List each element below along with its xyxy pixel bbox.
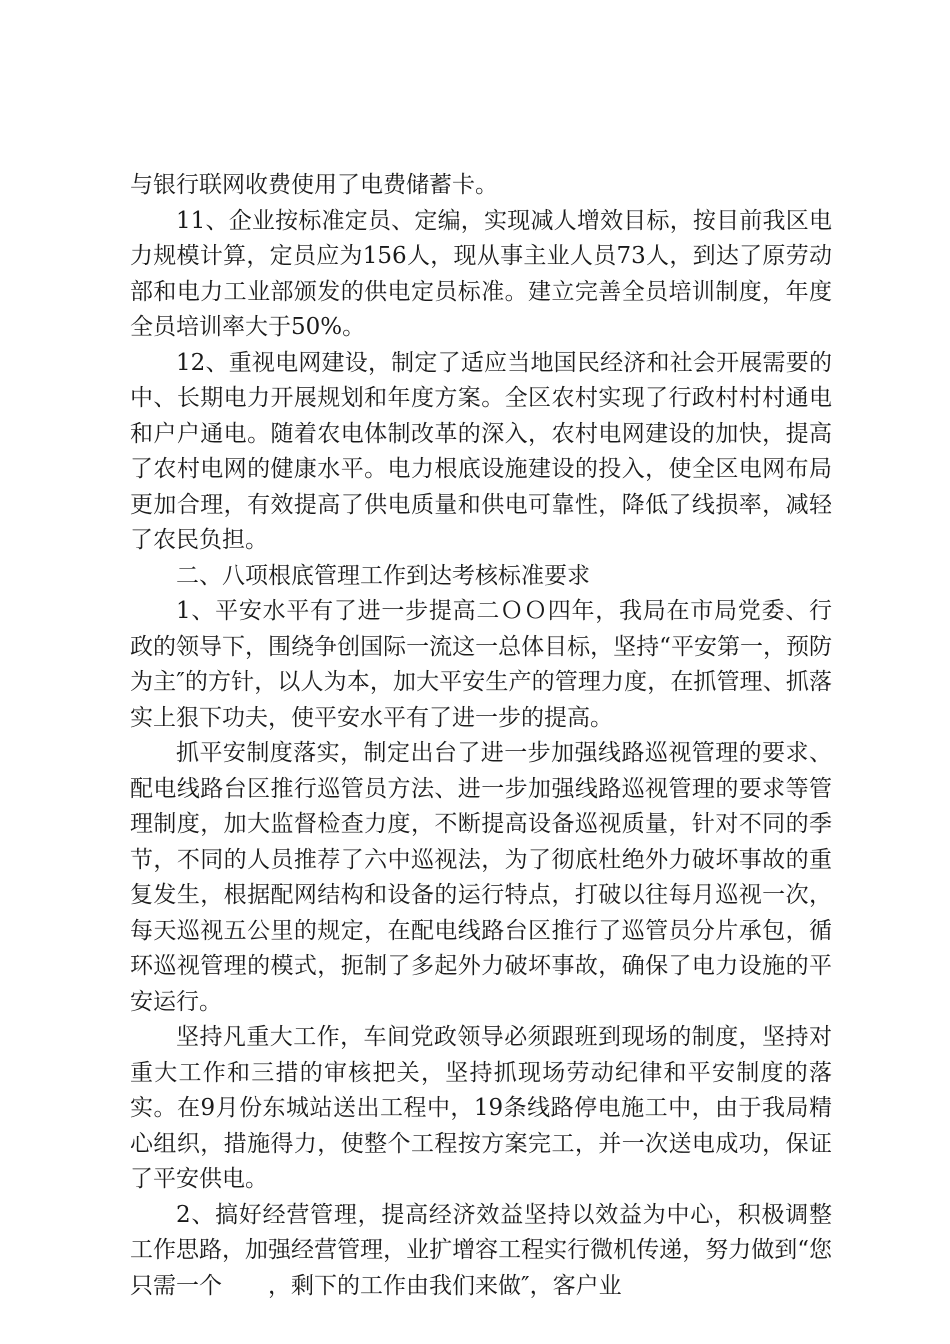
paragraph-safety-level: 1、平安水平有了进一步提高二ＯＯ四年，我局在市局党委、行政的领导下，围绕争创国际一流这一总体目标，坚持“平安第一，预防为主″的方针，以人为本，加大平安生产的管理力度，在抓管理、抓落实上狠下功夫，使平安水平有了进一步的提高。 [130,598,832,731]
document-body [130,168,832,1304]
paragraph-safety-system: 抓平安制度落实，制定出台了进一步加强线路巡视管理的要求、配电线路台区推行巡管员方法、进一步加强线路巡视管理的要求等管理制度，加大监督检查力度，不断提高设备巡视质量，针对不同的季节，不同的人员推荐了六中巡视法，为了彻底杜绝外力破坏事故的重复发生，根据配网结构和设备的运行特点，打破以往每月巡视一次，每天巡视五公里的规定，在配电线路台区推行了巡管员分片承包，循环巡视管理的模式，扼制了多起外力破坏事故，确保了电力设施的平安运行。 [130,740,832,1015]
paragraph-operations-management: 2、搞好经营管理，提高经济效益坚持以效益为中心，积极调整工作思路，加强经营管理，业扩增容工程实行微机传递，努力做到“您只需一个 ，剩下的工作由我们来做″，客户业 [130,1201,832,1299]
paragraph-major-work: 坚持凡重大工作，车间党政领导必须跟班到现场的制度，坚持对重大工作和三措的审核把关，坚持抓现场劳动纪律和平安制度的落实。在9月份东城站送出工程中，19条线路停电施工中，由于我局精心组织，措施得力，使整个工程按方案完工，并一次送电成功，保证了平安供电。 [130,1024,832,1192]
paragraph-item-12: 12、重视电网建设，制定了适应当地国民经济和社会开展需要的中、长期电力开展规划和年度方案。全区农村实现了行政村村村通电和户户通电。随着农电体制改革的深入，农村电网建设的加快，提高了农村电网的健康水平。电力根底设施建设的投入，使全区电网布局更加合理，有效提高了供电质量和供电可靠性，降低了线损率，减轻了农民负担。 [130,349,832,553]
paragraph-item-11: 11、企业按标准定员、定编，实现减人增效目标，按目前我区电力规模计算，定员应为156人，现从事主业人员73人，到达了原劳动部和电力工业部颁发的供电定员标准。建立完善全员培训制度，年度全员培训率大于50%。 [130,207,832,340]
section-heading-2: 二、八项根底管理工作到达考核标准要求 [176,562,590,589]
paragraph-continuation: 与银行联网收费使用了电费储蓄卡。 [130,172,498,198]
